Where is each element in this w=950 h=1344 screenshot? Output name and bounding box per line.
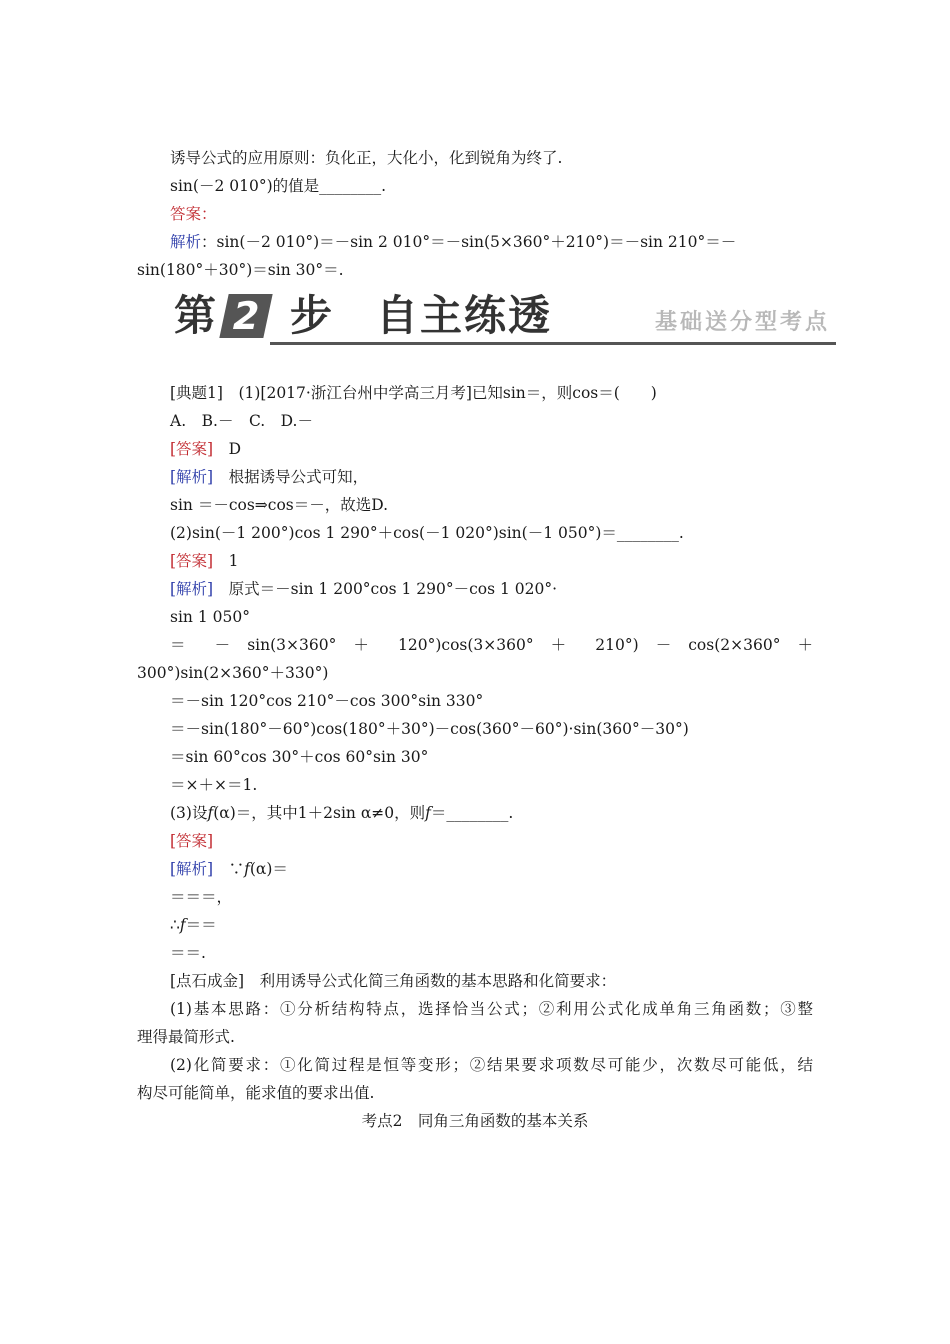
banner-char-first: 第	[174, 291, 219, 340]
q2-analysis-row	[170, 579, 557, 599]
summary-p2-line-1: (2)化简要求：①化简过程是恒等变形；②结果要求项数尽可能少，次数尽可能低，结	[170, 1056, 813, 1074]
analysis-tag: [解析]	[170, 468, 214, 486]
q3-analysis-row	[170, 859, 288, 879]
answer-tag: [答案]	[170, 552, 214, 570]
summary-p2-line-2: 构尽可能简单，能求值的要求出值.	[137, 1084, 375, 1102]
q1-options: A. B.－ C. D.－	[170, 412, 313, 430]
q3-line-3	[170, 915, 217, 935]
q1-stem: [典题1] (1)[2017·浙江台州中学高三月考]已知sin＝，则cos＝( )	[170, 384, 657, 402]
q3-line-3-b: ＝＝	[185, 916, 217, 934]
q3-line-4: ＝＝.	[170, 944, 206, 962]
q2-analysis-8: ＝×＋×＝1.	[170, 776, 258, 794]
analysis-tag: [解析]	[170, 860, 214, 878]
intro-analysis-line-1	[170, 232, 736, 252]
q1-analysis: 根据诱导公式可知，	[213, 468, 369, 486]
q2-analysis-4: 300°)sin(2×360°＋330°)	[137, 664, 329, 682]
q3-analysis-f: f	[244, 860, 250, 878]
q3-line-2: ＝＝＝，	[170, 888, 233, 906]
answer-tag: [答案]	[170, 832, 214, 850]
q3-stem-b: (α)＝，其中1＋2sin α≠0，则	[213, 804, 426, 822]
principle-text: 诱导公式的应用原则：负化正，大化小，化到锐角为终了.	[170, 149, 563, 167]
banner-rule	[270, 342, 836, 345]
answer-label: 答案：	[170, 205, 217, 223]
q3-line-3-a: ∴	[170, 916, 180, 934]
analysis-tag: [解析]	[170, 580, 214, 598]
q1-step: sin ＝－cos⇒cos＝－，故选D.	[170, 496, 389, 514]
q2-analysis-1: 原式＝－sin 1 200°cos 1 290°－cos 1 020°·	[213, 580, 558, 598]
q2-analysis-6: ＝－sin(180°－60°)cos(180°＋30°)－cos(360°－60°)·sin(360°－30°)	[170, 720, 689, 738]
q3-line-3-f: f	[179, 916, 186, 934]
banner-char-step: 步	[290, 291, 335, 340]
summary-p1-line-1: (1)基本思路：①分析结构特点，选择恰当公式；②利用公式化成单角三角函数；③整	[170, 1000, 813, 1018]
q3-stem	[170, 803, 513, 823]
q1-analysis-row	[170, 467, 368, 487]
q2-stem: (2)sin(－1 200°)cos 1 290°＋cos(－1 020°)sin(－1 050°)＝________.	[170, 524, 684, 542]
step-number-badge: 2	[219, 294, 272, 338]
q2-analysis-7: ＝sin 60°cos 30°＋cos 60°sin 30°	[170, 748, 429, 766]
intro-analysis-line-2: sin(180°＋30°)＝sin 30°＝.	[137, 261, 344, 279]
q3-f2: f	[425, 804, 431, 822]
analysis-label: 解析	[170, 233, 202, 251]
q3-f: f	[207, 804, 214, 822]
q2-answer: 1	[213, 552, 239, 570]
banner-subtitle: 基础送分型考点	[654, 310, 830, 335]
q3-analysis-a: ∵	[213, 860, 245, 878]
q2-analysis-3: ＝ － sin(3×360° ＋ 120°)cos(3×360° ＋ 210°) － cos(2×360° ＋	[170, 636, 813, 654]
step-banner	[170, 288, 836, 348]
banner-title: 自主练透	[376, 291, 553, 340]
q2-analysis-2: sin 1 050°	[170, 608, 250, 626]
q2-analysis-5: ＝－sin 120°cos 210°－cos 300°sin 330°	[170, 692, 484, 710]
q2-answer-row	[170, 551, 238, 571]
summary-tag-line: [点石成金] 利用诱导公式化简三角函数的基本思路和化简要求：	[170, 972, 617, 990]
q3-answer-row	[170, 831, 213, 851]
q3-stem-c: ＝________.	[430, 804, 514, 822]
intro-analysis-text: ：sin(－2 010°)＝－sin 2 010°＝－sin(5×360°＋210°)＝－sin 210°＝－	[201, 233, 737, 251]
answer-tag: [答案]	[170, 440, 214, 458]
intro-question: sin(－2 010°)的值是________.	[170, 177, 387, 195]
section-heading: 考点2 同角三角函数的基本关系	[361, 1112, 589, 1130]
summary-p1-line-2: 理得最简形式.	[137, 1028, 235, 1046]
q1-answer-row	[170, 439, 241, 459]
q3-analysis-b: (α)＝	[249, 860, 288, 878]
q1-answer: D	[213, 440, 242, 458]
q3-stem-a: (3)设	[170, 804, 208, 822]
